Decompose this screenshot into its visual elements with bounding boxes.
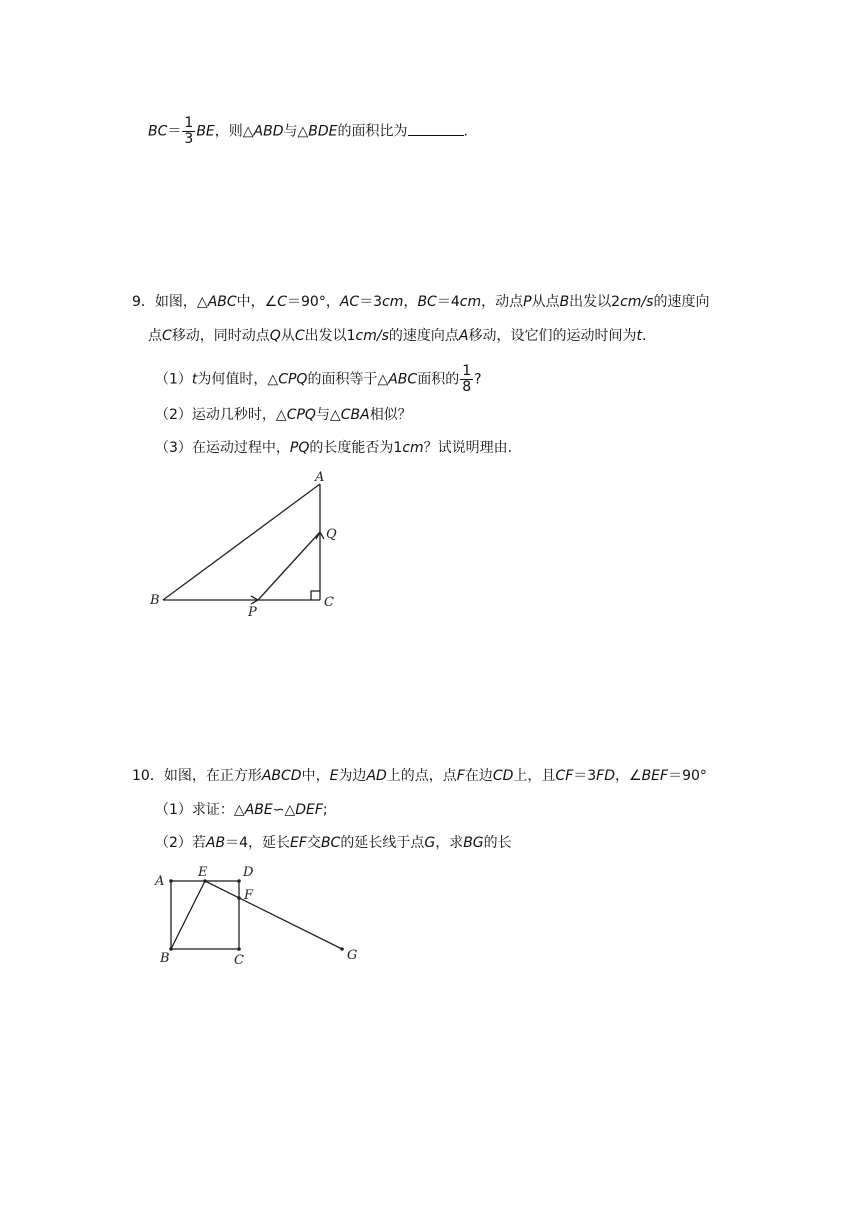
q9-text: ?: [474, 371, 482, 388]
q10-text: 在边: [464, 768, 493, 784]
q9-text: 相似？: [369, 407, 412, 423]
frac-denominator: 8: [462, 379, 472, 395]
q10-text: 的长: [483, 835, 512, 851]
label-p: P: [248, 605, 257, 620]
dot-g: [340, 947, 344, 951]
label-a: A: [315, 470, 325, 485]
q10-text: ，求: [435, 835, 464, 851]
q9-text: 的长度能否为1: [309, 440, 403, 456]
label-q: Q: [326, 527, 337, 542]
label-b: B: [160, 951, 170, 966]
q10-text: ，∠: [615, 768, 642, 784]
point-q: Q: [269, 328, 281, 344]
frac-numerator: 1: [184, 115, 194, 131]
tri-abd: ABD: [253, 123, 284, 140]
tri-abe: ABE: [244, 802, 273, 818]
seg-bc: BC: [148, 123, 168, 140]
seg-pq: PQ: [289, 440, 310, 456]
q10-text: ＝4，延长: [225, 835, 291, 851]
tri-cba: CBA: [340, 407, 370, 423]
segment-be: [171, 881, 205, 949]
seg-cd: CD: [492, 768, 514, 784]
point-c: C: [294, 328, 305, 344]
label-f: F: [244, 888, 254, 903]
label-d: D: [243, 865, 254, 880]
unit-cm: cm: [382, 294, 404, 310]
q9-text: 的速度向点: [388, 328, 459, 344]
tri-cpq: CPQ: [286, 407, 316, 423]
q8-text: 的面积比为: [337, 123, 408, 140]
seg-bc: BC: [320, 835, 341, 851]
q9-text: ，: [403, 294, 418, 310]
q9-text: 与△: [315, 407, 341, 423]
q9-text: 9．如图，△: [132, 294, 208, 310]
tri-abc: ABC: [388, 371, 418, 388]
q9-text: 的面积等于△: [307, 371, 389, 388]
tri-cpq: CPQ: [278, 371, 308, 388]
q10-text: （2）若: [155, 835, 206, 851]
unit-speed: cm/s: [620, 294, 654, 310]
q9-text: （3）在运动过程中，: [155, 440, 290, 456]
unit-cm: cm: [402, 440, 424, 456]
q10-text: ;: [322, 802, 328, 818]
q10-text: 交: [306, 835, 321, 851]
q10-text: ＝3: [573, 768, 597, 784]
label-c: C: [324, 595, 334, 610]
point-f: F: [456, 768, 465, 784]
q10-text: 的延长线于点: [340, 835, 425, 851]
eq-sign: ＝: [167, 123, 182, 140]
q9-text: 面积的: [417, 371, 460, 388]
seg-bg: BG: [463, 835, 484, 851]
q10-text: 上的点，点: [386, 768, 457, 784]
q9-text: （1）: [155, 371, 192, 388]
unit-speed: cm/s: [355, 328, 389, 344]
q8-text: .: [463, 123, 468, 140]
point-g: G: [424, 835, 436, 851]
dot-d: [237, 879, 241, 883]
q9-text: ，动点: [481, 294, 524, 310]
dot-c: [237, 947, 241, 951]
var-t: t: [191, 371, 198, 388]
seg-ad: AD: [366, 768, 387, 784]
q9-text: 出发以2: [569, 294, 621, 310]
q9-text: 的速度向: [653, 294, 710, 310]
q10-text: 中，: [301, 768, 330, 784]
point-c: C: [162, 328, 172, 344]
label-b: B: [150, 593, 160, 608]
segment-eg: [205, 881, 342, 949]
tri-bde: BDE: [308, 123, 338, 140]
seg-be: BE: [196, 123, 215, 140]
q9-text: 移动，同时动点: [171, 328, 270, 344]
q9-text: 移动，设它们的运动时间为: [468, 328, 637, 344]
tri-abc: ABC: [207, 294, 237, 310]
point-p: P: [523, 294, 532, 310]
dot-f: [237, 896, 241, 900]
angle-bef: BEF: [641, 768, 669, 784]
seg-fd: FD: [596, 768, 616, 784]
q9-text: ？试说明理由.: [423, 440, 513, 456]
seg-ab: AB: [205, 835, 226, 851]
label-a: A: [155, 874, 165, 889]
q8-text: 与△: [283, 123, 309, 140]
label-e: E: [198, 865, 208, 880]
q9-text: 点: [148, 328, 162, 344]
point-a: A: [458, 328, 469, 344]
tri-def: DEF: [295, 802, 323, 818]
q9-text: 出发以1: [304, 328, 356, 344]
q9-text: .: [641, 328, 647, 344]
seg-cf: CF: [555, 768, 574, 784]
q10-text: 为边: [338, 768, 367, 784]
q9-text: 从: [280, 328, 295, 344]
q10-text: （1）求证：△: [155, 802, 245, 818]
square-abcd: ABCD: [261, 768, 302, 784]
dot-a: [169, 879, 173, 883]
seg-bc: BC: [417, 294, 437, 310]
q10-text: 10．如图，在正方形: [132, 768, 262, 784]
q9-text: ＝4: [436, 294, 460, 310]
label-g: G: [347, 948, 358, 963]
square-abcd-shape: [171, 881, 239, 949]
point-b: B: [559, 294, 570, 310]
unit-cm: cm: [459, 294, 482, 310]
label-c: C: [234, 953, 244, 968]
angle-c: C: [277, 294, 287, 310]
q9-text: 中，∠: [236, 294, 278, 310]
q9-text: ＝90°，: [287, 294, 340, 310]
frac-numerator: 1: [462, 363, 472, 379]
q9-text: ＝3: [359, 294, 383, 310]
seg-ac: AC: [339, 294, 360, 310]
q10-text: ∽△: [272, 802, 296, 818]
frac-denominator: 3: [184, 131, 194, 147]
q10-text: ＝90°: [668, 768, 707, 784]
q9-text: 为何值时，△: [197, 371, 279, 388]
seg-ef: EF: [290, 835, 307, 851]
q9-text: （2）运动几秒时，△: [155, 407, 287, 423]
var-t: t: [636, 328, 642, 344]
point-e: E: [329, 768, 339, 784]
q8-text: ，则△: [214, 123, 254, 140]
dot-b: [169, 947, 173, 951]
q10-text: 上，且: [513, 768, 556, 784]
q9-text: 从点: [531, 294, 560, 310]
